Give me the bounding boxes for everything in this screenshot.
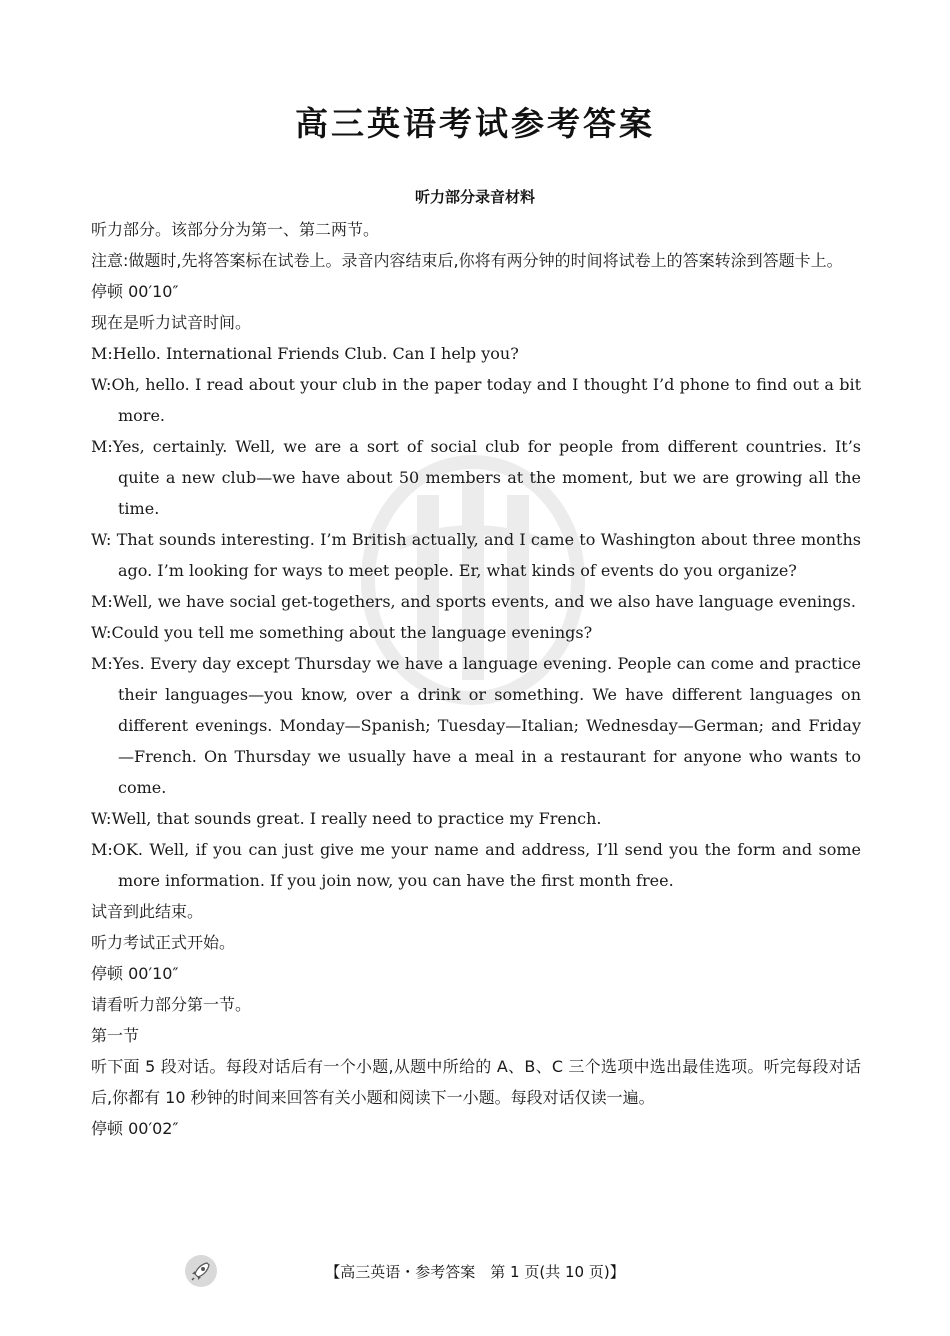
paragraph-exam-start: 听力考试正式开始。: [91, 933, 236, 952]
dialogue-line: W:Well, that sounds great. I really need to practice my French.: [91, 809, 602, 828]
section-heading: 第一节: [91, 1026, 140, 1045]
paragraph-pause: 停顿 00′10″: [91, 282, 179, 301]
paragraph-section-note: 请看听力部分第一节。: [91, 995, 252, 1014]
page-title: 高三英语考试参考答案: [295, 104, 655, 143]
dialogue-line: M:Yes, certainly. Well, we are a sort of social club for people from different countries. It’s quite a new club—we have about 50 members at the moment, but we are growing all the time.: [91, 437, 861, 518]
dialogue-line: W:Could you tell me something about the language evenings?: [91, 623, 593, 642]
dialogue-line: M:Yes. Every day except Thursday we have a language evening. People can come and practice their languages—you know, over a drink or something. We have different languages on different evenings. Monday—Spanish; Tuesday—Italian; Wednesday—German; and Friday—French. On Thursday we usually have a meal in a restaurant for anyone who wants to come.: [91, 654, 861, 797]
paragraph-instructions: 听下面 5 段对话。每段对话后有一个小题,从题中所给的 A、B、C 三个选项中选出最佳选项。听完每段对话后,你都有 10 秒钟的时间来回答有关小题和阅读下一小题。每段对话仅读一遍。: [91, 1057, 861, 1107]
page-footer: 【高三英语・参考答案 第 1 页(共 10 页)】: [325, 1263, 625, 1281]
dialogue-line: M:Well, we have social get-togethers, and sports events, and we also have language evenings.: [91, 592, 856, 611]
paragraph-trial-end: 试音到此结束。: [91, 902, 204, 921]
dialogue-line: W: That sounds interesting. I’m British actually, and I came to Washington about three months ago. I’m looking for ways to meet people. Er, what kinds of events do you organize?: [91, 530, 861, 580]
dialogue-line: M:Hello. International Friends Club. Can I help you?: [91, 344, 519, 363]
paragraph-pause: 停顿 00′02″: [91, 1119, 179, 1138]
paragraph-notice: 注意:做题时,先将答案标在试卷上。录音内容结束后,你将有两分钟的时间将试卷上的答案转涂到答题卡上。: [91, 251, 843, 270]
transcript-body: [91, 214, 861, 1144]
section-subtitle: 听力部分录音材料: [414, 188, 535, 206]
dialogue-line: M:OK. Well, if you can just give me your name and address, I’ll send you the form and some more information. If you join now, you can have the first month free.: [91, 840, 861, 890]
paragraph-pause: 停顿 00′10″: [91, 964, 179, 983]
paragraph-intro: 听力部分。该部分分为第一、第二两节。: [91, 220, 380, 239]
dialogue-line: W:Oh, hello. I read about your club in the paper today and I thought I’d phone to find out a bit more.: [91, 375, 861, 425]
paragraph-trial-start: 现在是听力试音时间。: [91, 313, 252, 332]
